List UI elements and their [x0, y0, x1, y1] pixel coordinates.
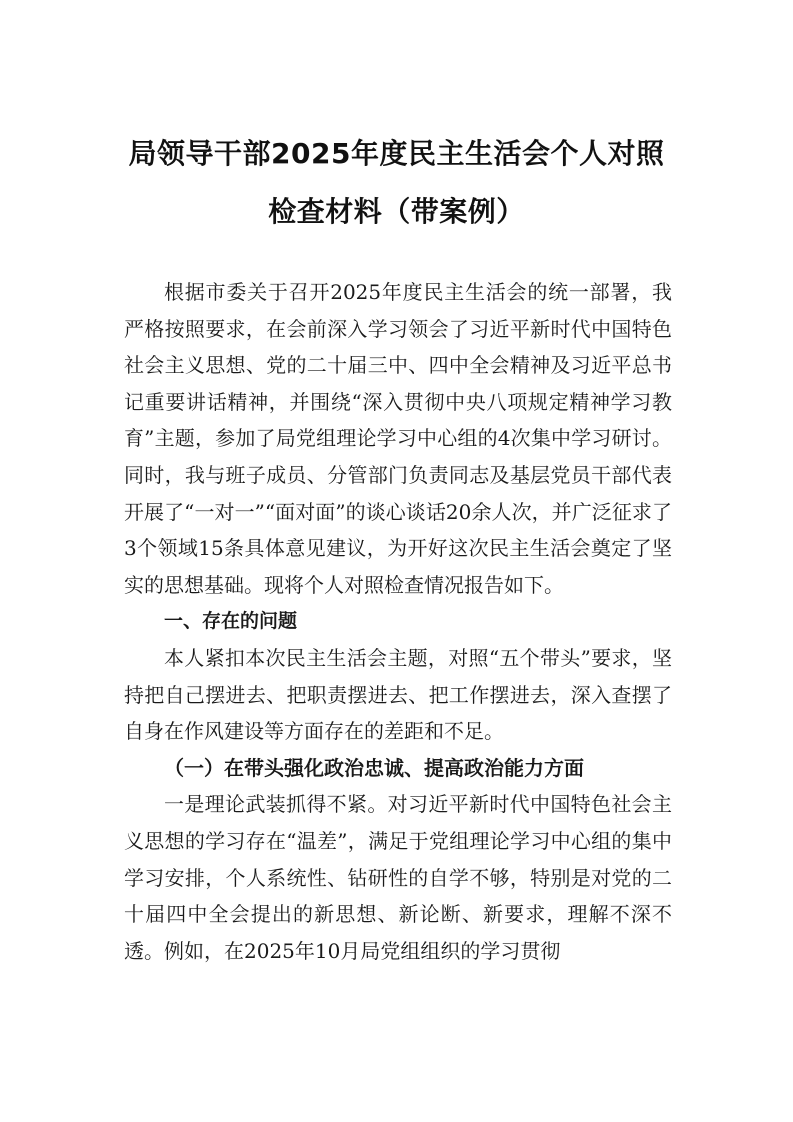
section-intro-paragraph: 本人紧扣本次民主生活会主题，对照“五个带头”要求，坚持把自己摆进去、把职责摆进去、把工作摆进去，深入查摆了自身在作风建设等方面存在的差距和不足。	[124, 645, 672, 744]
section-heading: 一、存在的问题	[164, 610, 298, 633]
issue-paragraph: 一是理论武装抓得不紧。对习近平新时代中国特色社会主义思想的学习存在“温差”，满足于党组理论学习中心组的集中学习安排，个人系统性、钻研性的自学不够，特别是对党的二十届四中全会提出的新思想、新论断、新要求，理解不深不透。例如，在2025年10月局党组组织的学习贯彻	[124, 792, 672, 963]
document-body	[124, 274, 672, 969]
document-title-line-2: 检查材料（带案例）	[268, 195, 525, 228]
subsection-heading: （一）在带头强化政治忠诚、提高政治能力方面	[164, 755, 584, 780]
intro-paragraph: 根据市委关于召开2025年度民主生活会的统一部署，我严格按照要求，在会前深入学习领会了习近平新时代中国特色社会主义思想、党的二十届三中、四中全会精神及习近平总书记重要讲话精神，并围绕“深入贯彻中央八项规定精神学习教育”主题，参加了局党组理论学习中心组的4次集中学习研讨。同时，我与班子成员、分管部门负责同志及基层党员干部代表开展了“一对一”“面对面”的谈心谈话20余人次，并广泛征求了3个领域15条具体意见建议，为开好这次民主生活会奠定了坚实的思想基础。现将个人对照检查情况报告如下。	[124, 280, 672, 597]
document-title-line-1: 局领导干部2025年度民主生活会个人对照	[128, 137, 665, 170]
